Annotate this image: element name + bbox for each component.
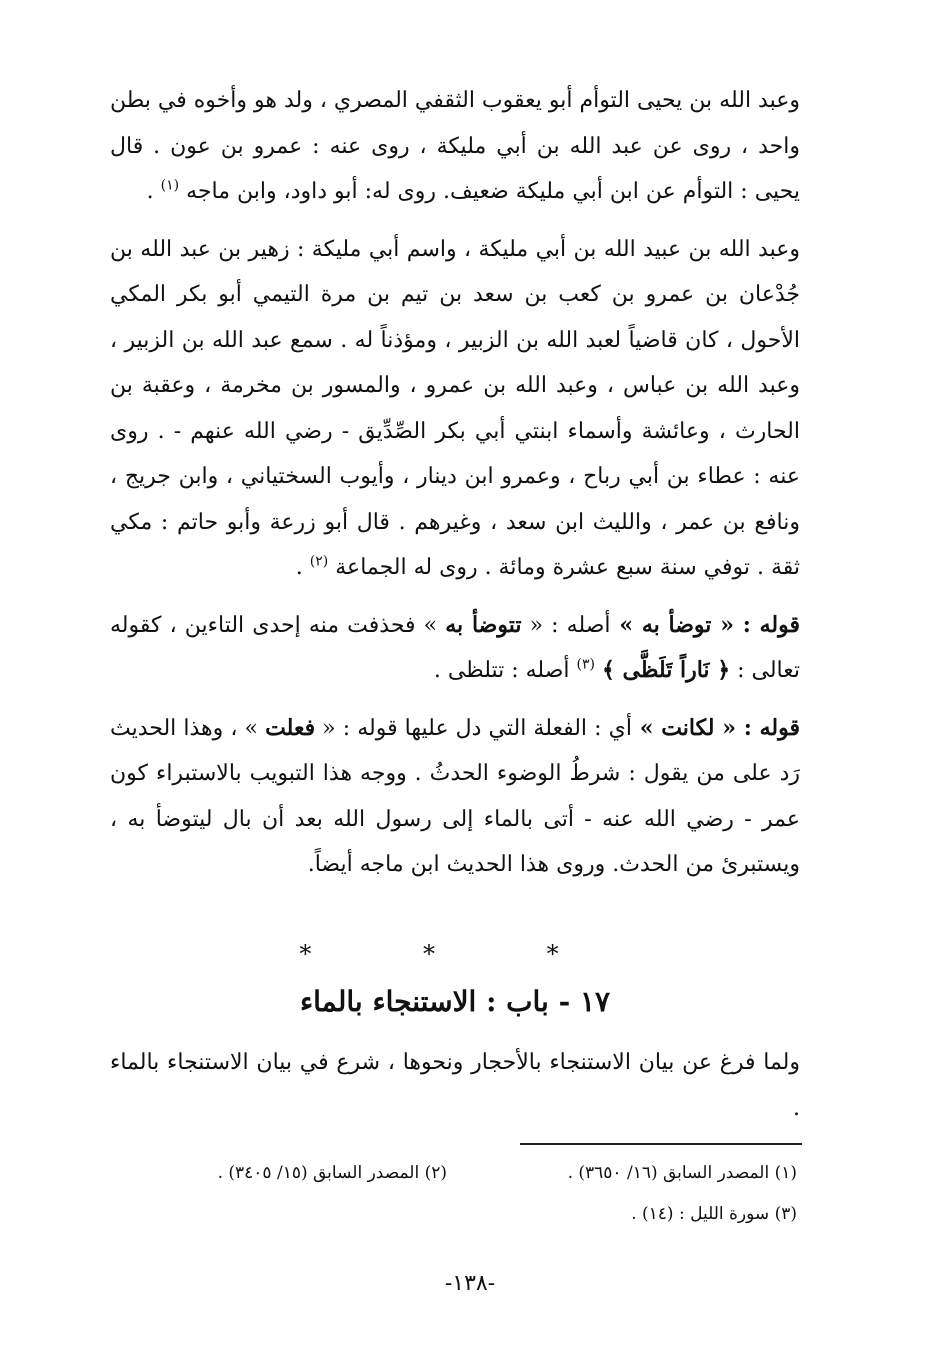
footnote-3: (٣) سورة الليل : (١٤) . bbox=[631, 1204, 797, 1224]
footnote-ref-2: (٢) bbox=[309, 553, 329, 570]
main-text bbox=[110, 78, 800, 888]
footnote-ref-3: (٣) bbox=[576, 656, 595, 673]
paragraph-text: أي : الفعلة التي دل عليها قوله : « bbox=[315, 715, 632, 741]
paragraph-end: . bbox=[146, 179, 161, 204]
paragraph-text: » فحذفت منه إحدى التاءين ، كقوله تعالى : bbox=[110, 612, 800, 683]
page-number: -١٣٨- bbox=[444, 1271, 496, 1296]
chapter-intro-text bbox=[110, 1040, 800, 1131]
commentary-lead: قوله : « توضأ به » bbox=[610, 611, 800, 638]
paragraph-abdullah-ibn-yahya bbox=[110, 78, 800, 215]
paragraph-text: وعبد الله بن عبيد الله بن أبي مليكة ، واسم أبي مليكة : زهير بن عبد الله بن جُدْعان بن عمرو بن كعب بن سعد بن تيم بن مرة التيمي أبو بكر المكي الأحول ، كان قاضياً لعبد الله بن الزبير ، ومؤذناً له . سمع عبد الله بن الزبير ، وعبد الله بن عباس ، وعبد الله بن عمرو ، والمسور بن مخرمة ، وعقبة بن الحارث ، وعائشة وأسماء ابنتي أبي بكر الصِّدِّيق - رضي الله عنهم - . روى عنه : عطاء بن أبي رباح ، وعمرو ابن دينار ، وأيوب السختياني ، وابن جريج ، ونافع بن عمر ، والليث ابن سعد ، وغيرهم . قال أبو زرعة وأبو حاتم : مكي ثقة . توفي سنة سبع عشرة ومائة . روى له الجماعة bbox=[110, 236, 800, 580]
footnote-ref-1: (١) bbox=[160, 177, 180, 194]
paragraph-lakanat bbox=[110, 706, 800, 888]
paragraph-tawadda-bihi bbox=[110, 603, 800, 694]
commentary-lead: قوله : « لكانت » bbox=[631, 714, 800, 741]
paragraph-text: وعبد الله بن يحيى التوأم أبو يعقوب الثقفي المصري ، ولد هو وأخوه في بطن واحد ، روى عن عبد الله بن أبي مليكة ، روى عنه : عمرو بن عون . قال يحيى : التوأم عن ابن أبي مليكة ضعيف. روى له: أبو داود، وابن ماجه bbox=[110, 88, 800, 204]
quoted-word: فعلت bbox=[265, 714, 316, 741]
footnote-2: (٢) المصدر السابق (١٥/ ٣٤٠٥) . bbox=[217, 1163, 447, 1183]
footnote-1: (١) المصدر السابق (١٦/ ٣٦٥٠) . bbox=[567, 1163, 797, 1183]
paragraph-abdullah-ibn-ubaydullah bbox=[110, 227, 800, 591]
paragraph-text: » ، وهذا الحديث رَد على من يقول : شرطُ الوضوء الحدثُ . ووجه هذا التبويب بالاستبراء كون عمر - رضي الله عنه - أتى بالماء إلى رسول الله بعد أن بال ليتوضأ به ، ويستبرئ من الحدث. وروى هذا الحديث ابن ماجه أيضاً. bbox=[110, 715, 800, 877]
quran-verse: ﴿ نَاراً تَلَظَّى ﴾ bbox=[601, 657, 731, 683]
footnote-divider bbox=[520, 1143, 802, 1145]
paragraph-end: . bbox=[295, 555, 310, 580]
paragraph-text: أصله : « bbox=[521, 612, 611, 638]
chapter-heading: ١٧ - باب : الاستنجاء بالماء bbox=[299, 985, 611, 1018]
section-separator: * * * bbox=[299, 940, 611, 968]
quoted-word: تتوضأ به bbox=[445, 611, 522, 638]
paragraph-chapter-intro: ولما فرغ عن بيان الاستنجاء بالأحجار ونحوها ، شرع في بيان الاستنجاء بالماء . bbox=[110, 1050, 800, 1121]
paragraph-text: أصله : تتلظى . bbox=[433, 658, 577, 683]
